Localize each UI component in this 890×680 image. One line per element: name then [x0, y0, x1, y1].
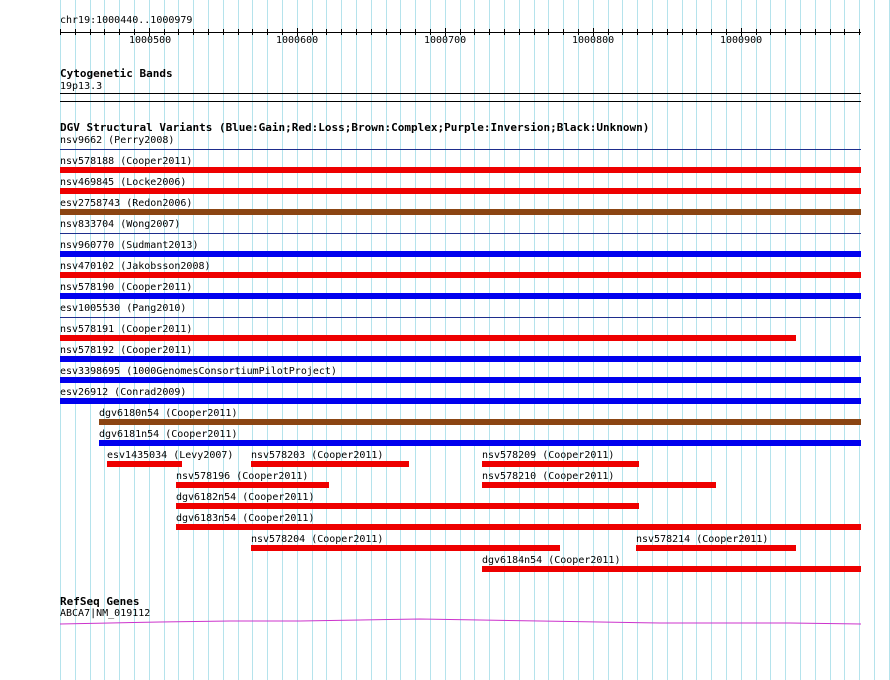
- dgv-feature-label[interactable]: nsv578203 (Cooper2011): [251, 450, 384, 461]
- ruler-minor-tick: [60, 29, 61, 35]
- ruler-minor-tick: [815, 29, 816, 35]
- ruler-minor-tick: [415, 29, 416, 35]
- ruler-minor-tick: [682, 29, 683, 35]
- ruler-minor-tick: [400, 29, 401, 35]
- ruler-minor-tick: [519, 29, 520, 35]
- dgv-feature-bar[interactable]: [176, 482, 329, 488]
- refseq-gene-line[interactable]: [0, 615, 890, 629]
- ruler-minor-tick: [326, 29, 327, 35]
- dgv-feature-bar[interactable]: [482, 461, 639, 467]
- ruler-minor-tick: [637, 29, 638, 35]
- region-label: chr19:1000440..1000979: [60, 15, 193, 26]
- dgv-feature-bar[interactable]: [60, 167, 861, 173]
- ruler-minor-tick: [252, 29, 253, 35]
- ruler-minor-tick: [696, 29, 697, 35]
- ruler-minor-tick: [267, 29, 268, 35]
- ruler-minor-tick: [356, 29, 357, 35]
- ruler-minor-tick: [75, 29, 76, 35]
- dgv-feature-label[interactable]: nsv578214 (Cooper2011): [636, 534, 769, 545]
- ruler-minor-tick: [178, 29, 179, 35]
- ruler-minor-tick: [711, 29, 712, 35]
- dgv-track-title[interactable]: DGV Structural Variants (Blue:Gain;Red:Loss;Brown:Complex;Purple:Inversion;Black:Unknown): [60, 121, 650, 134]
- ruler-minor-tick: [800, 29, 801, 35]
- dgv-feature-label[interactable]: nsv578196 (Cooper2011): [176, 471, 309, 482]
- dgv-feature-label[interactable]: nsv578192 (Cooper2011): [60, 345, 193, 356]
- dgv-feature-label[interactable]: dgv6181n54 (Cooper2011): [99, 429, 238, 440]
- dgv-feature-label[interactable]: dgv6182n54 (Cooper2011): [176, 492, 315, 503]
- dgv-feature-bar[interactable]: [176, 503, 639, 509]
- dgv-feature-label[interactable]: esv26912 (Conrad2009): [60, 387, 187, 398]
- dgv-feature-label[interactable]: esv1005530 (Pang2010): [60, 303, 187, 314]
- cytoband-track-title[interactable]: Cytogenetic Bands: [60, 67, 173, 80]
- ruler-minor-tick: [223, 29, 224, 35]
- dgv-feature-label[interactable]: nsv578190 (Cooper2011): [60, 282, 193, 293]
- ruler-minor-tick: [652, 29, 653, 35]
- dgv-feature-bar[interactable]: [60, 149, 861, 150]
- dgv-feature-label[interactable]: dgv6183n54 (Cooper2011): [176, 513, 315, 524]
- dgv-feature-label[interactable]: esv3398695 (1000GenomesConsortiumPilotProject): [60, 366, 337, 377]
- ruler-minor-tick: [193, 29, 194, 35]
- dgv-feature-label[interactable]: nsv578209 (Cooper2011): [482, 450, 615, 461]
- dgv-feature-bar[interactable]: [60, 233, 861, 234]
- ruler-label-1000500: 1000500: [129, 35, 172, 46]
- ruler-minor-tick: [548, 29, 549, 35]
- ruler-minor-tick: [504, 29, 505, 35]
- ruler-minor-tick: [119, 29, 120, 35]
- dgv-feature-bar[interactable]: [60, 317, 861, 318]
- grid-line: [815, 0, 816, 680]
- dgv-feature-label[interactable]: esv1435034 (Levy2007): [107, 450, 234, 461]
- dgv-feature-bar[interactable]: [107, 461, 182, 467]
- dgv-feature-bar[interactable]: [60, 293, 861, 299]
- dgv-feature-label[interactable]: dgv6180n54 (Cooper2011): [99, 408, 238, 419]
- dgv-feature-label[interactable]: nsv960770 (Sudmant2013): [60, 240, 199, 251]
- dgv-feature-label[interactable]: nsv578191 (Cooper2011): [60, 324, 193, 335]
- ruler-minor-tick: [386, 29, 387, 35]
- dgv-feature-bar[interactable]: [60, 188, 861, 194]
- dgv-feature-bar[interactable]: [99, 440, 861, 446]
- ruler-minor-tick: [563, 29, 564, 35]
- grid-line: [844, 0, 845, 680]
- dgv-feature-label[interactable]: nsv470102 (Jakobsson2008): [60, 261, 211, 272]
- refseq-track-title[interactable]: RefSeq Genes: [60, 595, 140, 608]
- dgv-feature-label[interactable]: esv2758743 (Redon2006): [60, 198, 193, 209]
- dgv-feature-label[interactable]: nsv469845 (Locke2006): [60, 177, 187, 188]
- ruler-label-1000600: 1000600: [276, 35, 319, 46]
- refseq-gene-label[interactable]: ABCA7|NM_019112: [60, 608, 151, 619]
- dgv-feature-bar[interactable]: [60, 356, 861, 362]
- ruler-minor-tick: [667, 29, 668, 35]
- ruler-minor-tick: [830, 29, 831, 35]
- ruler-minor-tick: [534, 29, 535, 35]
- ruler-minor-tick: [859, 29, 860, 35]
- ruler-label-1000900: 1000900: [720, 35, 763, 46]
- dgv-feature-label[interactable]: nsv578210 (Cooper2011): [482, 471, 615, 482]
- dgv-feature-label[interactable]: nsv9662 (Perry2008): [60, 135, 175, 146]
- ruler-minor-tick: [844, 29, 845, 35]
- ruler-label-1000700: 1000700: [424, 35, 467, 46]
- dgv-feature-label[interactable]: nsv578188 (Cooper2011): [60, 156, 193, 167]
- cytoband-line-top: [60, 93, 861, 94]
- grid-line: [830, 0, 831, 680]
- dgv-feature-bar[interactable]: [176, 524, 861, 530]
- grid-line: [874, 0, 875, 680]
- ruler-minor-tick: [90, 29, 91, 35]
- dgv-feature-bar[interactable]: [482, 566, 861, 572]
- ruler-minor-tick: [489, 29, 490, 35]
- dgv-feature-bar[interactable]: [636, 545, 796, 551]
- dgv-feature-bar[interactable]: [251, 545, 560, 551]
- dgv-feature-bar[interactable]: [251, 461, 409, 467]
- ruler-minor-tick: [785, 29, 786, 35]
- dgv-feature-bar[interactable]: [60, 272, 861, 278]
- dgv-feature-bar[interactable]: [482, 482, 716, 488]
- ruler-minor-tick: [770, 29, 771, 35]
- ruler-minor-tick: [474, 29, 475, 35]
- dgv-feature-bar[interactable]: [60, 251, 861, 257]
- ruler-minor-tick: [371, 29, 372, 35]
- cytoband-line-bottom: [60, 101, 861, 102]
- cytoband-label: 19p13.3: [60, 81, 103, 92]
- dgv-feature-label[interactable]: nsv578204 (Cooper2011): [251, 534, 384, 545]
- ruler-minor-tick: [341, 29, 342, 35]
- dgv-feature-bar[interactable]: [60, 377, 861, 383]
- grid-line: [859, 0, 860, 680]
- dgv-feature-bar[interactable]: [99, 419, 861, 425]
- dgv-feature-bar[interactable]: [60, 398, 861, 404]
- ruler-label-1000800: 1000800: [572, 35, 615, 46]
- ruler-minor-tick: [208, 29, 209, 35]
- dgv-feature-label[interactable]: dgv6184n54 (Cooper2011): [482, 555, 621, 566]
- ruler-minor-tick: [104, 29, 105, 35]
- ruler-minor-tick: [238, 29, 239, 35]
- grid-line: [800, 0, 801, 680]
- ruler-minor-tick: [622, 29, 623, 35]
- dgv-feature-label[interactable]: nsv833704 (Wong2007): [60, 219, 181, 230]
- dgv-feature-bar[interactable]: [60, 209, 861, 215]
- dgv-feature-bar[interactable]: [60, 335, 796, 341]
